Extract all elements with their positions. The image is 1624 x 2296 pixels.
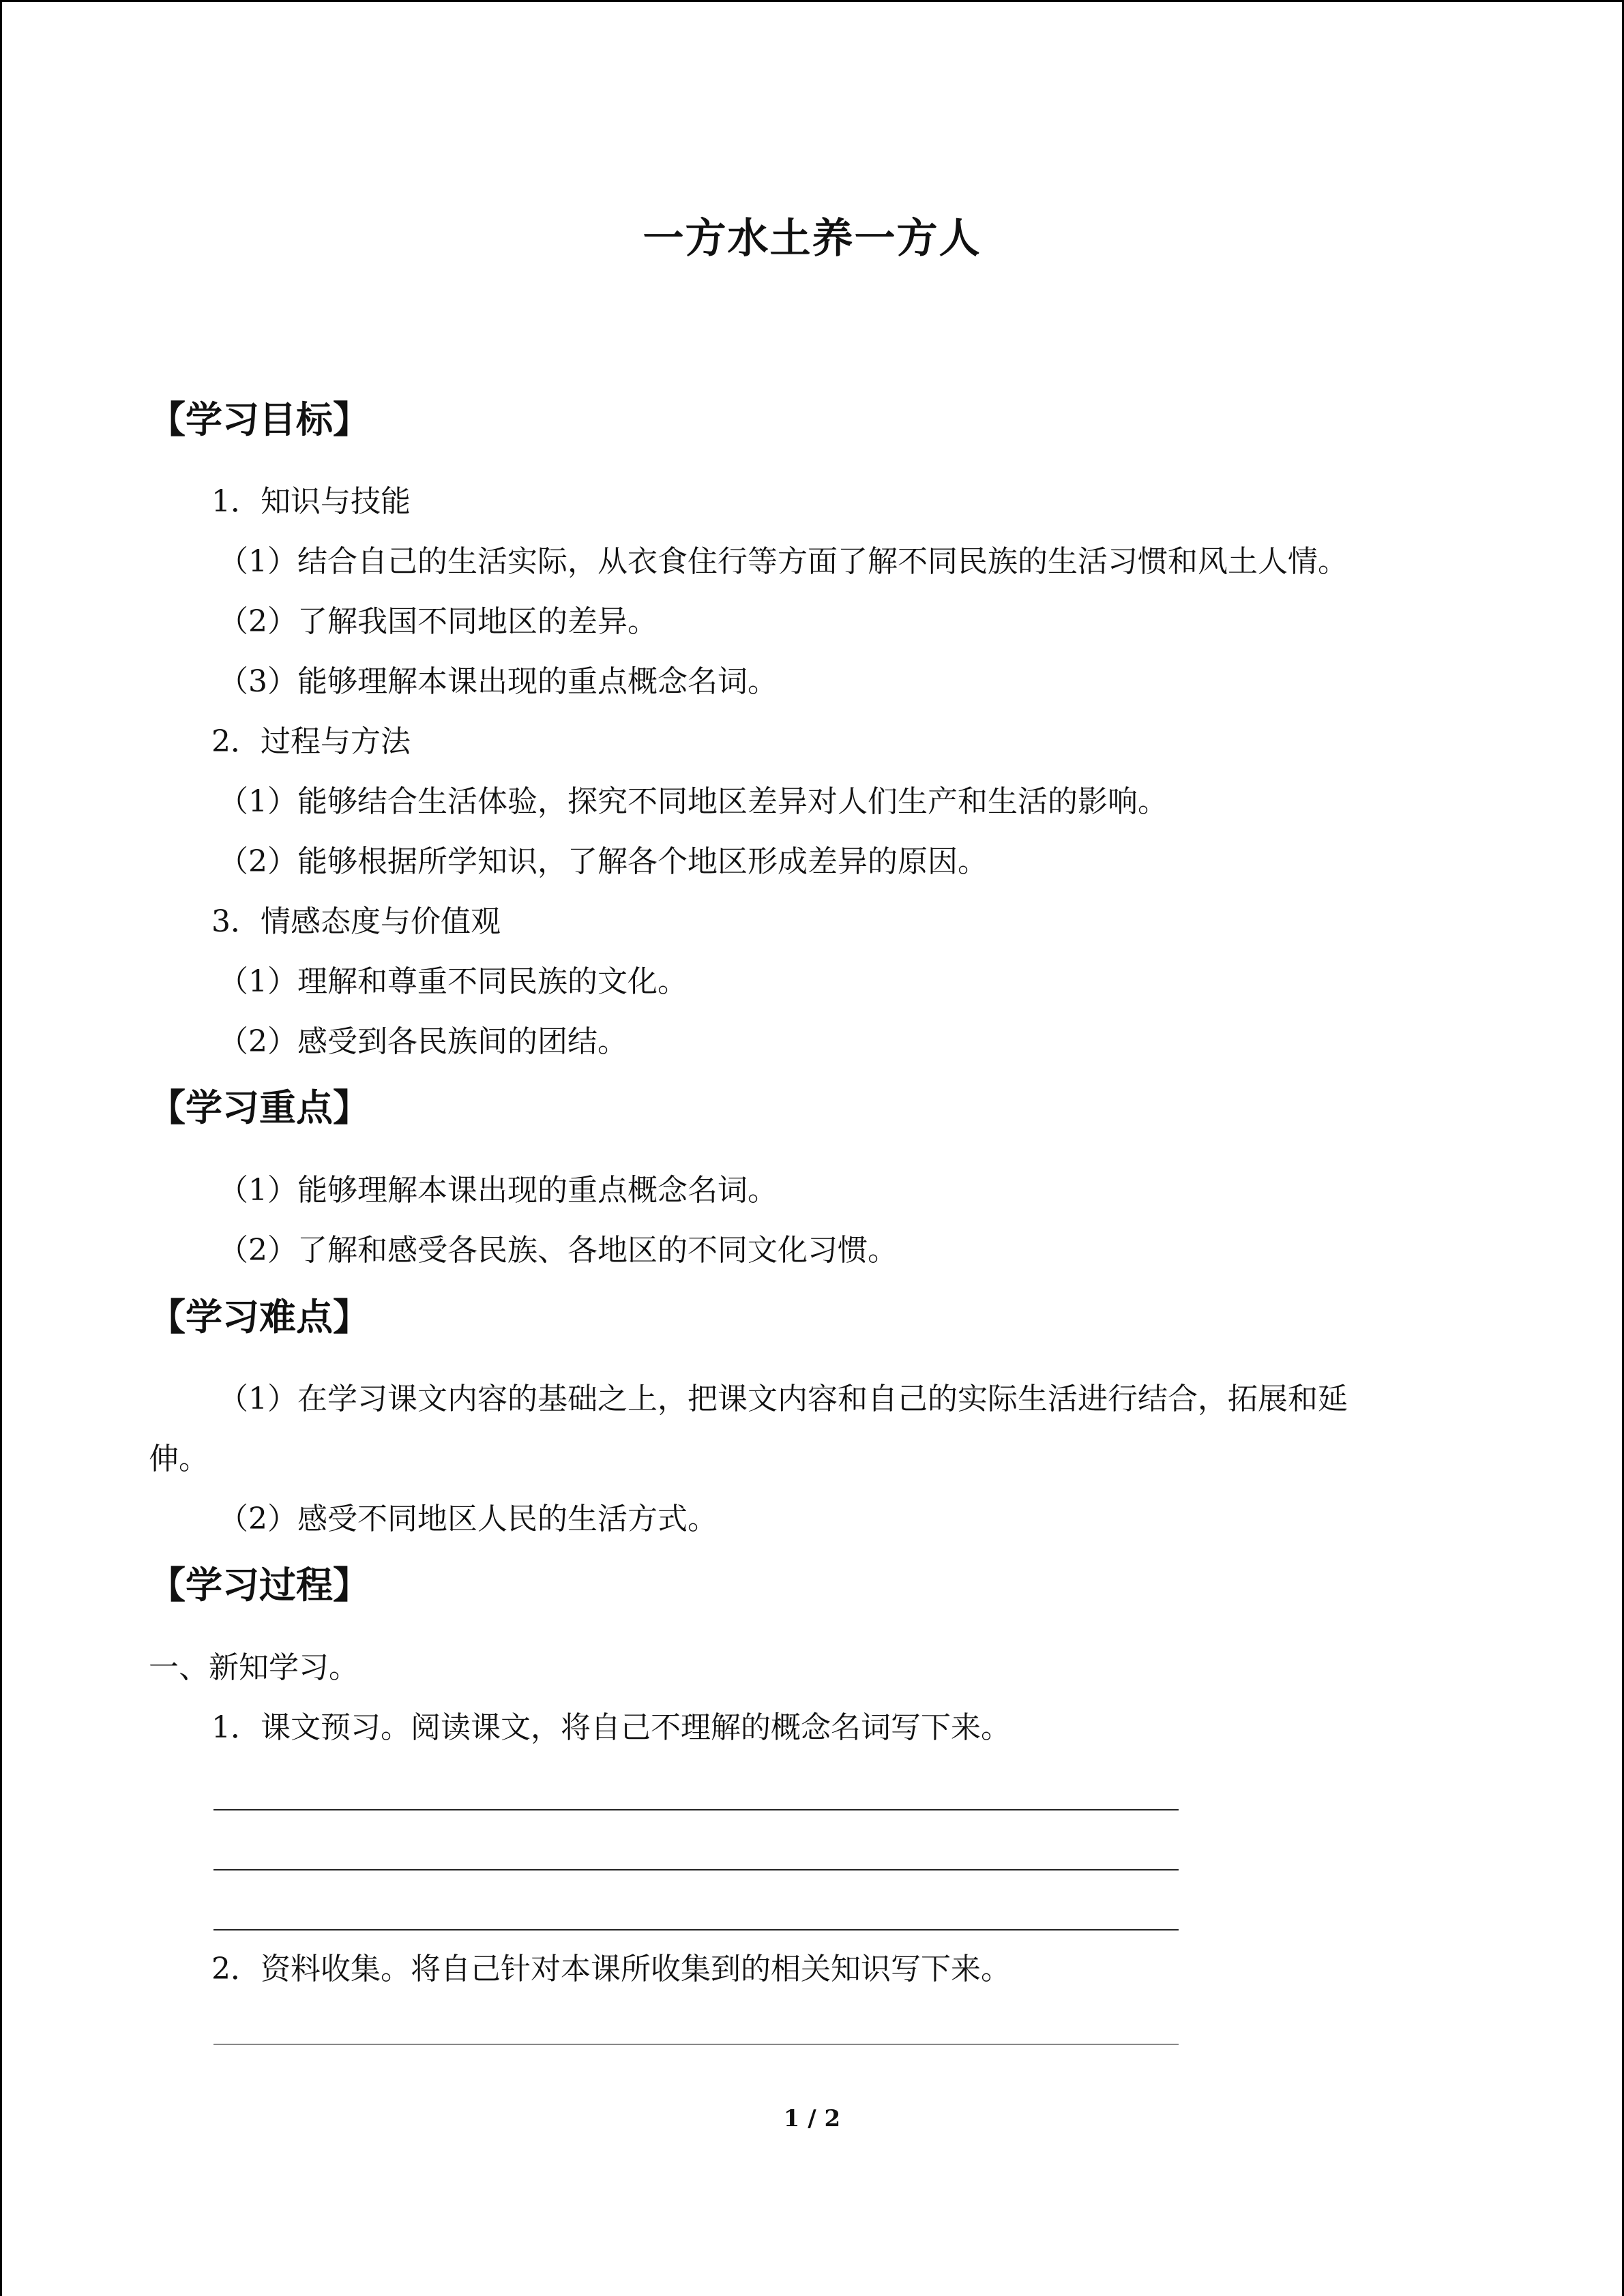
page-number: 1 / 2 (783, 2105, 841, 2132)
difficulty-item-line: （1）在学习课文内容的基础之上，把课文内容和自己的实际生活进行结合，拓展和延 (218, 1382, 1348, 1416)
new-knowledge-label: 一、新知学习。 (149, 1650, 359, 1685)
task-preview: 1．课文预习。阅读课文，将自己不理解的概念名词写下来。 (211, 1710, 1011, 1745)
objectives-heading: 【学习目标】 (149, 398, 370, 441)
answer-blank-line[interactable] (213, 1869, 1179, 1870)
task-material-collection: 2．资料收集。将自己针对本课所收集到的相关知识写下来。 (211, 1952, 1011, 1986)
objective-item: （1）能够结合生活体验，探究不同地区差异对人们生产和生活的影响。 (218, 784, 1168, 819)
key-point-item: （2）了解和感受各民族、各地区的不同文化习惯。 (218, 1233, 898, 1268)
knowledge-skills-label: 1．知识与技能 (211, 484, 411, 519)
objective-item: （2）感受到各民族间的团结。 (218, 1024, 628, 1059)
objective-item: （2）能够根据所学知识，了解各个地区形成差异的原因。 (218, 844, 988, 879)
difficulty-item-line: 伸。 (149, 1442, 209, 1476)
objective-item: （2）了解我国不同地区的差异。 (218, 604, 658, 639)
key-point-item: （1）能够理解本课出现的重点概念名词。 (218, 1173, 778, 1208)
objective-item: （3）能够理解本课出现的重点概念名词。 (218, 664, 778, 699)
answer-blank-line[interactable] (213, 1809, 1179, 1810)
document-title: 一方水土养一方人 (643, 215, 981, 263)
objective-item: （1）结合自己的生活实际，从衣食住行等方面了解不同民族的生活习惯和风土人情。 (218, 544, 1348, 579)
key-points-heading: 【学习重点】 (149, 1086, 370, 1129)
answer-blank-line[interactable] (213, 2044, 1179, 2045)
process-heading: 【学习过程】 (149, 1564, 370, 1607)
difficulty-item: （2）感受不同地区人民的生活方式。 (218, 1502, 718, 1536)
answer-blank-line[interactable] (213, 1929, 1179, 1930)
objective-item: （1）理解和尊重不同民族的文化。 (218, 964, 688, 999)
difficulties-heading: 【学习难点】 (149, 1296, 370, 1339)
process-method-label: 2．过程与方法 (211, 724, 411, 759)
attitude-values-label: 3．情感态度与价值观 (211, 904, 501, 939)
